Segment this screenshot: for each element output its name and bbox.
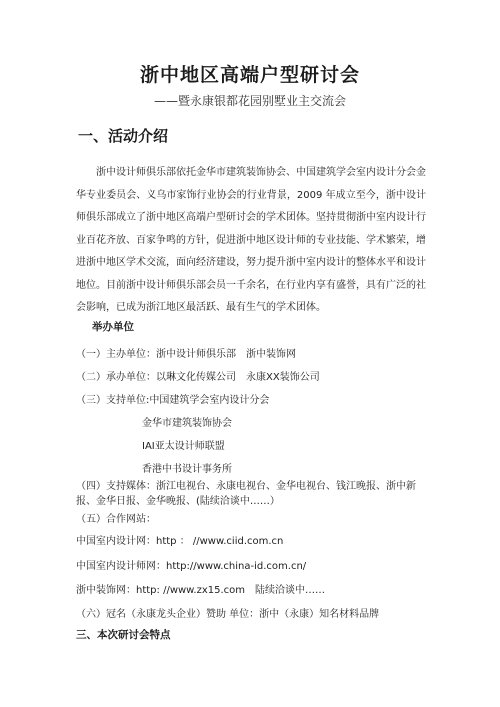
title-sponsor-line: （六）冠名（永康龙头企业）赞助 单位：浙中（永康）知名材料品牌 — [76, 609, 380, 620]
support-units-line: （三）支持单位:中国建筑学会室内设计分会 — [76, 395, 270, 406]
section-heading-activity-intro: 一、活动介绍 — [78, 127, 169, 145]
organizers-label: 举办单位 — [92, 321, 134, 333]
partner-sites-line: （五）合作网站： — [76, 514, 156, 525]
intro-paragraph: 浙中设计师俱乐部依托金华市建筑装饰协会、中国建筑学会室内设计分会金华专业委员会、义乌市家饰行业协会的行业背景，2009 年成立至今，浙中设计师俱乐部成立了浙中地区高端户型研讨会的学术团体。坚持贯彻浙中室内设计行业百花齐放、百家争鸣的方针，促进浙中地区设计师的专业技能、学术繁荣，增进浙中地区学术交流，面向经济建设，努力提升浙中室内设计的整体水平和设计地位。目前浙中设计师俱乐部会员一千余名，在行业内享有盛誉，具有广泛的社会影响，已成为浙江地区最活跃、最有生气的学术团体。 — [76, 167, 426, 313]
document-title: 浙中地区高端户型研讨会 — [139, 64, 360, 86]
host-units-line: （一）主办单位：浙中设计师俱乐部 浙中装饰网 — [76, 349, 296, 360]
partner-site-china-id: 中国室内设计师网：http://www.china-id.com.cn/ — [76, 561, 307, 572]
organizer-units-line: （二）承办单位：以琳文化传媒公司 永康XX装饰公司 — [76, 372, 320, 383]
document-subtitle: ——暨永康银都花园别墅业主交流会 — [153, 94, 346, 108]
partner-site-zx15: 浙中装饰网：http: //www.zx15.com 陆续洽谈中…… — [76, 585, 326, 596]
section-heading-features: 三、本次研讨会特点 — [76, 629, 171, 641]
support-media-line: （四）支持媒体：浙江电视台、永康电视台、金华电视台、钱江晚报、浙中新报、金华日报、金华晚报、(陆续洽谈中……） — [76, 481, 416, 507]
support-unit-item: 金华市建筑装饰协会 — [142, 418, 232, 429]
support-unit-item: 香港中书设计事务所 — [142, 464, 232, 475]
support-unit-item: IAI亚太设计师联盟 — [142, 441, 225, 452]
partner-site-ciid: 中国室内设计网：http ： //www.ciid.com.cn — [76, 536, 284, 547]
